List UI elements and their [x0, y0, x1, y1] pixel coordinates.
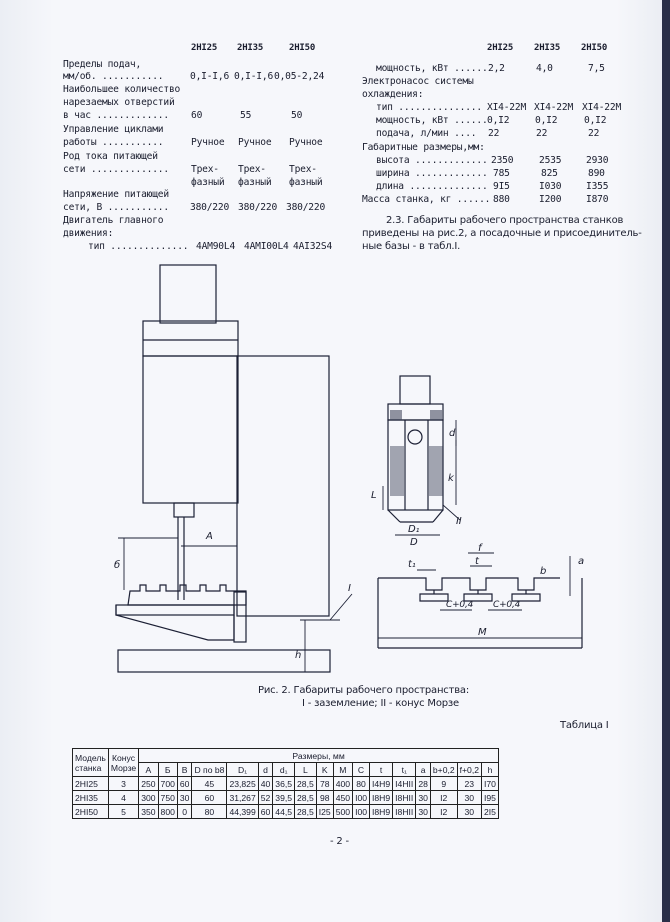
column-header: А [139, 763, 158, 777]
figure-caption-2: I - заземление; II - конус Морзе [302, 698, 459, 709]
left-model-1: 2НI25 [191, 43, 218, 53]
table-cell: 28,5 [295, 791, 317, 805]
table-cell: 39,5 [273, 791, 295, 805]
table-title: Таблица I [560, 720, 609, 731]
model-cell: 2НI50 [73, 805, 109, 819]
table-cell: 80 [192, 805, 227, 819]
table-cell: I2 [430, 805, 457, 819]
motor-type-label: тип .............. [88, 241, 189, 252]
width-value-3: 890 [588, 168, 605, 179]
label-a: a [578, 556, 584, 567]
left-model-2: 2НI35 [237, 43, 264, 53]
table-cell: 45 [192, 777, 227, 791]
model-cell: 2НI25 [73, 777, 109, 791]
table-cell: 23,825 [227, 777, 258, 791]
table-cell: 750 [158, 791, 177, 805]
column-header: f+0,2 [457, 763, 481, 777]
voltage-label-2: сети, В ........... [63, 202, 169, 213]
mass-value-1: 880 [493, 194, 510, 205]
drill-press-machine [116, 265, 330, 672]
cycle-value-1: Ручное [191, 137, 225, 148]
right-model-1: 2НI25 [487, 43, 514, 53]
motor-label-2: движения: [63, 228, 114, 239]
table-cell: 9 [430, 777, 457, 791]
table-cell: 300 [139, 791, 158, 805]
power-value-3: 7,5 [588, 63, 605, 74]
header-model: Модель станка [73, 749, 109, 777]
table-cell: 52 [258, 791, 273, 805]
cycle-value-3: Ручное [289, 137, 323, 148]
left-model-3: 2НI50 [289, 43, 316, 53]
height-value-2: 2535 [539, 155, 562, 166]
power-label: мощность, кВт ...... [376, 63, 488, 74]
table-cell: I8HII [393, 805, 416, 819]
table-cell: I4HII [393, 777, 416, 791]
voltage-label-1: Напряжение питающей [63, 189, 169, 200]
holes-label-2: нарезаемых отверстий [63, 97, 175, 108]
label-A: A [206, 531, 213, 542]
length-label: длина .............. [376, 181, 488, 192]
table-cell: 36,5 [273, 777, 295, 791]
voltage-value-3: 380/220 [286, 202, 326, 213]
height-value-1: 2350 [491, 155, 514, 166]
label-L: L [371, 490, 377, 501]
height-value-3: 2930 [586, 155, 609, 166]
label-t1: t₁ [408, 559, 416, 570]
column-header: D₁ [227, 763, 258, 777]
current-value-1b: фазный [191, 177, 225, 188]
flow-value-1: 22 [488, 128, 500, 139]
current-value-3a: Трех- [289, 164, 317, 175]
table-cell: 700 [158, 777, 177, 791]
table-cell: I70 [482, 777, 499, 791]
flow-value-3: 22 [588, 128, 600, 139]
pump-label-1: Электронасос системы [362, 76, 474, 87]
feed-value-3: 0,05-2,24 [274, 71, 325, 82]
column-header: a [416, 763, 431, 777]
column-header: L [295, 763, 317, 777]
cycle-label-1: Управление циклами [63, 124, 164, 135]
table-cell: 500 [333, 805, 352, 819]
table-cell: I8H9 [370, 805, 393, 819]
mass-value-2: I200 [539, 194, 562, 205]
label-b-slot: b [540, 566, 547, 577]
table-cell: 44,5 [273, 805, 295, 819]
column-header: D по b8 [192, 763, 227, 777]
table-cell: I8HII [393, 791, 416, 805]
model-cell: 2НI35 [73, 791, 109, 805]
motor-type-2: 4АМI00L4 [244, 241, 289, 252]
table-cell: 78 [316, 777, 333, 791]
table-cell: I8H9 [370, 791, 393, 805]
table-cell: 5 [108, 805, 138, 819]
label-b: б [114, 560, 120, 571]
column-header: h [482, 763, 499, 777]
table-cell: 2I5 [482, 805, 499, 819]
length-value-2: I030 [539, 181, 562, 192]
table-cell: 23 [457, 777, 481, 791]
table-cell: 250 [139, 777, 158, 791]
feed-value-2: 0,I-I,6 [234, 71, 274, 82]
holes-value-1: 60 [191, 110, 203, 121]
label-c-2: C+0,4 [493, 600, 521, 610]
table-cell: 31,267 [227, 791, 258, 805]
pump-label-2: охлаждения: [362, 89, 424, 100]
label-I: I [348, 583, 351, 594]
column-header: Б [158, 763, 177, 777]
table-cell: 450 [333, 791, 352, 805]
table-cell: 44,399 [227, 805, 258, 819]
table-cell: I25 [316, 805, 333, 819]
pump-power-1: 0,I2 [487, 115, 510, 126]
label-f: f [478, 543, 482, 554]
header-sizes: Размеры, мм [139, 749, 499, 763]
table-cell: 400 [333, 777, 352, 791]
paragraph-line-2: приведены на рис.2, а посадочные и присоединитель- [362, 228, 642, 239]
table-cell: 28,5 [295, 777, 317, 791]
motor-type-1: 4АМ90L4 [196, 241, 236, 252]
label-t: t [475, 556, 479, 567]
column-header: K [316, 763, 333, 777]
voltage-value-1: 380/220 [190, 202, 230, 213]
pump-power-3: 0,I2 [584, 115, 607, 126]
table-cell: 4 [108, 791, 138, 805]
holes-label-3: в час ............. [63, 110, 169, 121]
page-number: - 2 - [330, 836, 349, 847]
label-M: M [478, 627, 487, 638]
label-D1: D₁ [408, 524, 420, 535]
height-label: высота ............. [376, 155, 488, 166]
flow-label: подача, л/мин .... [376, 128, 477, 139]
pump-power-2: 0,I2 [535, 115, 558, 126]
column-header: d₁ [273, 763, 295, 777]
column-header: t [370, 763, 393, 777]
table-row [73, 791, 499, 805]
label-d: d [449, 428, 456, 439]
table-cell: 80 [353, 777, 370, 791]
holes-value-3: 50 [291, 110, 303, 121]
column-header: d [258, 763, 273, 777]
header-cone: Конус Морзе [108, 749, 138, 777]
dims-label: Габаритные размеры,мм: [362, 142, 485, 153]
table-cell: 60 [258, 805, 273, 819]
dimensions-table [72, 748, 499, 819]
pump-power-label: мощность, кВт ...... [376, 115, 488, 126]
current-value-1a: Трех- [191, 164, 219, 175]
table-cell: 800 [158, 805, 177, 819]
column-header: t₁ [393, 763, 416, 777]
paragraph-line-1: 2.3. Габариты рабочего пространства станков [386, 215, 624, 226]
length-value-1: 9I5 [493, 181, 510, 192]
label-k: k [448, 473, 454, 484]
table-row [73, 777, 499, 791]
table-row [73, 805, 499, 819]
table-cell: 0 [177, 805, 192, 819]
holes-value-2: 55 [240, 110, 252, 121]
current-value-2a: Трех- [238, 164, 266, 175]
table-cell: I2 [430, 791, 457, 805]
cycle-label-2: работы ........... [63, 137, 164, 148]
table-cell: 60 [192, 791, 227, 805]
table-cell: I95 [482, 791, 499, 805]
paragraph-line-3: ные базы - в табл.I. [362, 241, 461, 252]
motor-type-3: 4АI32S4 [293, 241, 333, 252]
table-cell: I00 [353, 791, 370, 805]
table-cell: 30 [457, 791, 481, 805]
table-cell: 30 [177, 791, 192, 805]
pump-type-label: тип ............... [376, 102, 482, 113]
cycle-value-2: Ручное [238, 137, 272, 148]
holes-label-1: Наибольшее количество [63, 84, 181, 95]
voltage-value-2: 380/220 [238, 202, 278, 213]
table-cell: I00 [353, 805, 370, 819]
motor-label-1: Двигатель главного [63, 215, 164, 226]
mass-label: Масса станка, кг ...... [362, 194, 491, 205]
morse-cone-hatching [390, 410, 443, 496]
pump-type-3: ХI4-22М [582, 102, 622, 113]
label-h: h [295, 650, 302, 661]
table-cell: 30 [457, 805, 481, 819]
table-cell: 3 [108, 777, 138, 791]
feed-label-1: Пределы подач, [63, 59, 142, 70]
table-cell: 98 [316, 791, 333, 805]
power-value-2: 4,0 [536, 63, 553, 74]
table-cell: 28 [416, 777, 431, 791]
table-cell: 28,5 [295, 805, 317, 819]
label-II: II [456, 516, 462, 527]
current-value-3b: фазный [289, 177, 323, 188]
table-cell: 350 [139, 805, 158, 819]
mass-value-3: I870 [586, 194, 609, 205]
column-header: b+0,2 [430, 763, 457, 777]
power-value-1: 2,2 [488, 63, 505, 74]
current-value-2b: фазный [238, 177, 272, 188]
current-label-1: Род тока питающей [63, 151, 158, 162]
feed-value-1: 0,I-I,6 [190, 71, 230, 82]
column-header: C [353, 763, 370, 777]
current-label-2: сети .............. [63, 164, 169, 175]
width-value-2: 825 [541, 168, 558, 179]
pump-type-2: ХI4-22М [534, 102, 574, 113]
length-value-3: I355 [586, 181, 609, 192]
right-model-3: 2НI50 [581, 43, 608, 53]
table-cell: 60 [177, 777, 192, 791]
label-D: D [410, 537, 418, 548]
table-cell: 30 [416, 805, 431, 819]
pump-type-1: ХI4-22М [487, 102, 527, 113]
column-header: M [333, 763, 352, 777]
feed-label-2: мм/об. ........... [63, 71, 164, 82]
width-value-1: 785 [493, 168, 510, 179]
table-cell: I4H9 [370, 777, 393, 791]
figure-caption-1: Рис. 2. Габариты рабочего пространства: [258, 685, 469, 696]
flow-value-2: 22 [536, 128, 548, 139]
column-header: В [177, 763, 192, 777]
table-cell: 30 [416, 791, 431, 805]
width-label: ширина ............. [376, 168, 488, 179]
table-body [73, 777, 499, 819]
table-cell: 40 [258, 777, 273, 791]
right-model-2: 2НI35 [534, 43, 561, 53]
label-c-1: C+0,4 [446, 600, 474, 610]
